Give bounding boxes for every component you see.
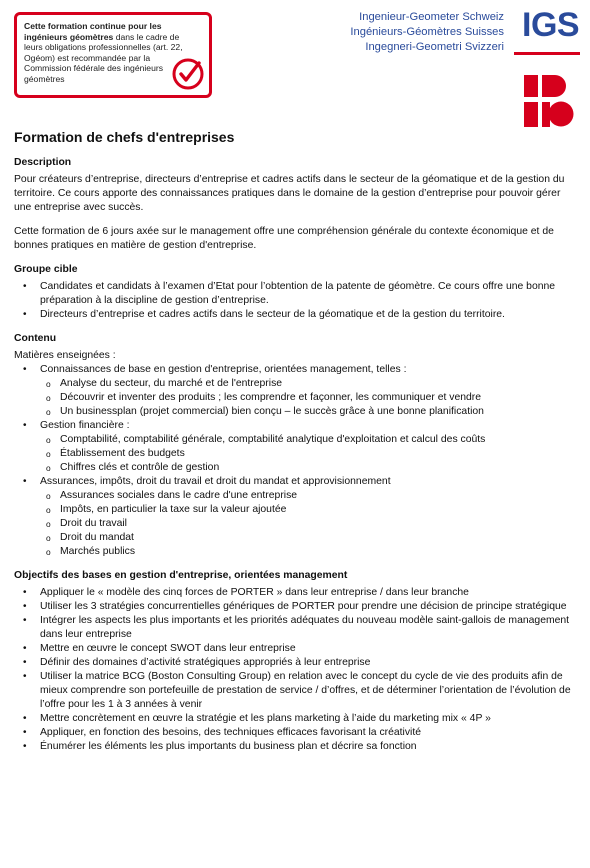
list-item: • Définir des domaines d’activité stratégiques appropriés à leur entreprise xyxy=(14,656,580,670)
list-item: • Utiliser la matrice BCG (Boston Consulting Group) en relation avec le concept du cycle de vie des produits afin de mieux comprendre son portefeuille de prestation de service / d’offres, et de déterminer l’orientation de l’évolution de l’offre pour les 1 à 3 années à venir xyxy=(14,670,580,712)
recognition-badge xyxy=(14,12,212,98)
description-heading: Description xyxy=(14,157,72,168)
list-item: • Connaissances de base en gestion d'entreprise, orientées management, telles : xyxy=(14,363,580,377)
sub-list-item: o Analyse du secteur, du marché et de l'entreprise xyxy=(14,377,580,391)
list-item: • Assurances, impôts, droit du travail et droit du mandat et approvisionnement xyxy=(14,475,580,489)
list-item: • Appliquer le « modèle des cinq forces de PORTER » dans leur entreprise / dans leur branche xyxy=(14,586,580,600)
logo-red-line xyxy=(514,52,580,55)
target-group-list xyxy=(14,280,580,322)
content-list xyxy=(14,363,580,559)
list-item: • Mettre en œuvre le concept SWOT dans leur entreprise xyxy=(14,642,580,656)
sub-list-item: o Assurances sociales dans le cadre d'une entreprise xyxy=(14,489,580,503)
description-paragraph-2: Cette formation de 6 jours axée sur le management offre une compréhension générale du contexte économique et de bonnes pratiques en matière de gestion d'entreprise. xyxy=(14,226,554,251)
description-paragraph-1: Pour créateurs d’entreprise, directeurs d’entreprise et cadres actifs dans le secteur de la géomatique et de la gestion du territoire. Ce cours apporte des connaissances pratiques dans le domaine de la gestion d’entreprise pour pouvoir gérer une entreprise avec succès. xyxy=(14,174,565,213)
sub-list-item: o Comptabilité, comptabilité générale, comptabilité analytique d'exploitation et calcul des coûts xyxy=(14,433,580,447)
sub-list-item: o Droit du mandat xyxy=(14,531,580,545)
sub-list-item: o Établissement des budgets xyxy=(14,447,580,461)
list-item: • Mettre concrètement en œuvre la stratégie et les plans marketing à l’aide du marketing mix « 4P » xyxy=(14,712,580,726)
igs-logo-text: IGS xyxy=(522,6,580,44)
org-name-de: Ingenieur-Geometer Schweiz xyxy=(359,11,504,23)
target-group-heading: Groupe cible xyxy=(14,264,78,275)
sub-list-item: o Droit du travail xyxy=(14,517,580,531)
content-heading: Contenu xyxy=(14,333,57,344)
sub-list-item: o Marchés publics xyxy=(14,545,580,559)
sub-list-item: o Découvrir et inventer des produits ; les comprendre et façonner, les communiquer et vendre xyxy=(14,391,580,405)
page-title: Formation de chefs d'entreprises xyxy=(14,129,235,145)
list-item: • Énumérer les éléments les plus importants du business plan et décrire sa fonction xyxy=(14,740,580,754)
organization-names xyxy=(350,10,504,56)
list-item: • Utiliser les 3 stratégies concurrentielles génériques de PORTER pour prendre une décision de principe stratégique xyxy=(14,600,580,614)
sub-list-item: o Chiffres clés et contrôle de gestion xyxy=(14,461,580,475)
badge-bold-text: Cette formation continue pour les ingénieurs géomètres xyxy=(24,21,162,42)
main-content xyxy=(14,128,580,754)
objectives-heading: Objectifs des bases en gestion d'entreprise, orientées management xyxy=(14,570,348,581)
org-name-it: Ingegneri-Geometri Svizzeri xyxy=(365,41,504,54)
badge-text xyxy=(24,21,192,85)
list-item: • Directeurs d’entreprise et cadres actifs dans le secteur de la géomatique et de la gestion du territoire. xyxy=(14,308,580,322)
content-intro: Matières enseignées : xyxy=(14,350,116,361)
list-item: • Appliquer, en fonction des besoins, des techniques efficaces favorisant la créativité xyxy=(14,726,580,740)
checkmark-seal-icon xyxy=(171,57,205,91)
sub-list-item: o Impôts, en particulier la taxe sur la valeur ajoutée xyxy=(14,503,580,517)
list-item: • Gestion financière : xyxy=(14,419,580,433)
org-name-fr: Ingénieurs-Géomètres Suisses xyxy=(350,26,504,39)
sub-list-item: o Un businessplan (projet commercial) bien conçu – le succès grâce à une bonne planification xyxy=(14,405,580,419)
list-item: • Candidates et candidats à l’examen d’Etat pour l’obtention de la patente de géomètre. Ce cours offre une bonne préparation à la discipline de gestion d’entreprise. xyxy=(14,280,580,308)
list-item: • Intégrer les aspects les plus importants et les priorités adéquates du nouveau modèle saint-gallois de management dans leur entreprise xyxy=(14,614,580,642)
objectives-list xyxy=(14,586,580,754)
igs-logo-shapes-icon xyxy=(524,75,576,127)
badge-body-text: dans le cadre de leurs obligations professionnelles (art. 22, Ogéom) est recommandée par la Commission fédérale des ingénieurs géomètres xyxy=(24,31,183,84)
